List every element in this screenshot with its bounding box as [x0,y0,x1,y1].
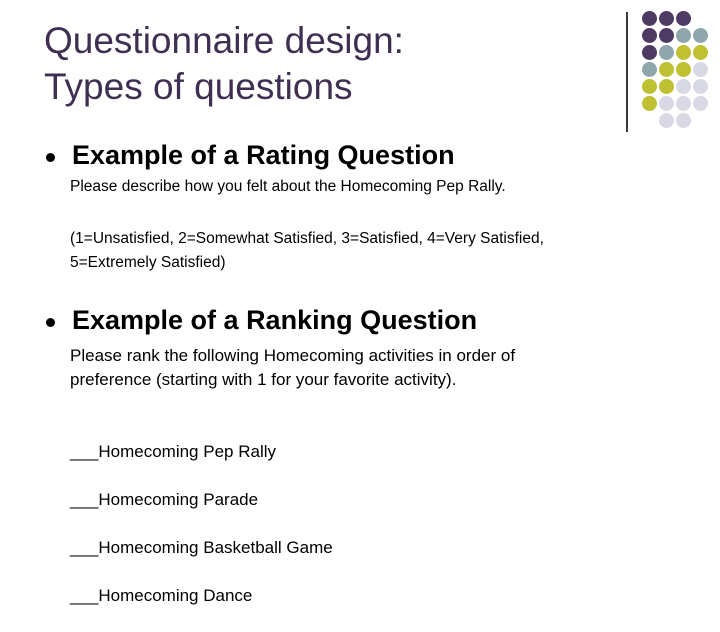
decorative-dot [642,79,657,94]
decorative-dot [676,28,691,43]
decorative-dot [659,96,674,111]
rating-scale: (1=Unsatisfied, 2=Somewhat Satisfied, 3=Satisfied, 4=Very Satisfied, 5=Extremely Satisfied) [70,230,544,271]
decorative-dot [659,28,674,43]
list-item: ___Homecoming Basketball Game [70,538,333,557]
rating-prompt: Please describe how you felt about the Homecoming Pep Rally. [70,178,506,195]
decorative-dot [642,28,657,43]
ranking-prompt: Please rank the following Homecoming activities in order of preference (starting with 1 for your favorite activity). [70,346,516,389]
decorative-dot [693,96,708,111]
decorative-dot [693,62,708,77]
decorative-dot [642,96,657,111]
decorative-dot [676,79,691,94]
decorative-dot [676,96,691,111]
list-item: ___Homecoming Parade [70,490,259,509]
decorative-dot [659,79,674,94]
decorative-dot [642,11,657,26]
decorative-dot [676,11,691,26]
decorative-dot [693,45,708,60]
list-item: ___Homecoming Pep Rally [70,442,276,461]
divider-line [626,12,628,132]
decorative-dot [642,45,657,60]
rating-heading: Example of a Rating Question [72,140,455,170]
list-item: ___Homecoming Dance [70,586,253,605]
decorative-dot [642,62,657,77]
decorative-dot [693,79,708,94]
bullet-icon [46,318,55,327]
decorative-dot [659,113,674,128]
decorative-dot [659,62,674,77]
ranking-options-list [70,416,333,632]
decorative-dot [676,62,691,77]
decorative-dot [659,11,674,26]
bullet-icon [46,153,55,162]
decorative-dot [693,28,708,43]
decorative-dot [659,45,674,60]
decorative-dot [676,45,691,60]
decorative-dot [676,113,691,128]
slide-title: Questionnaire design: Types of questions [44,20,404,107]
ranking-heading: Example of a Ranking Question [72,305,478,335]
